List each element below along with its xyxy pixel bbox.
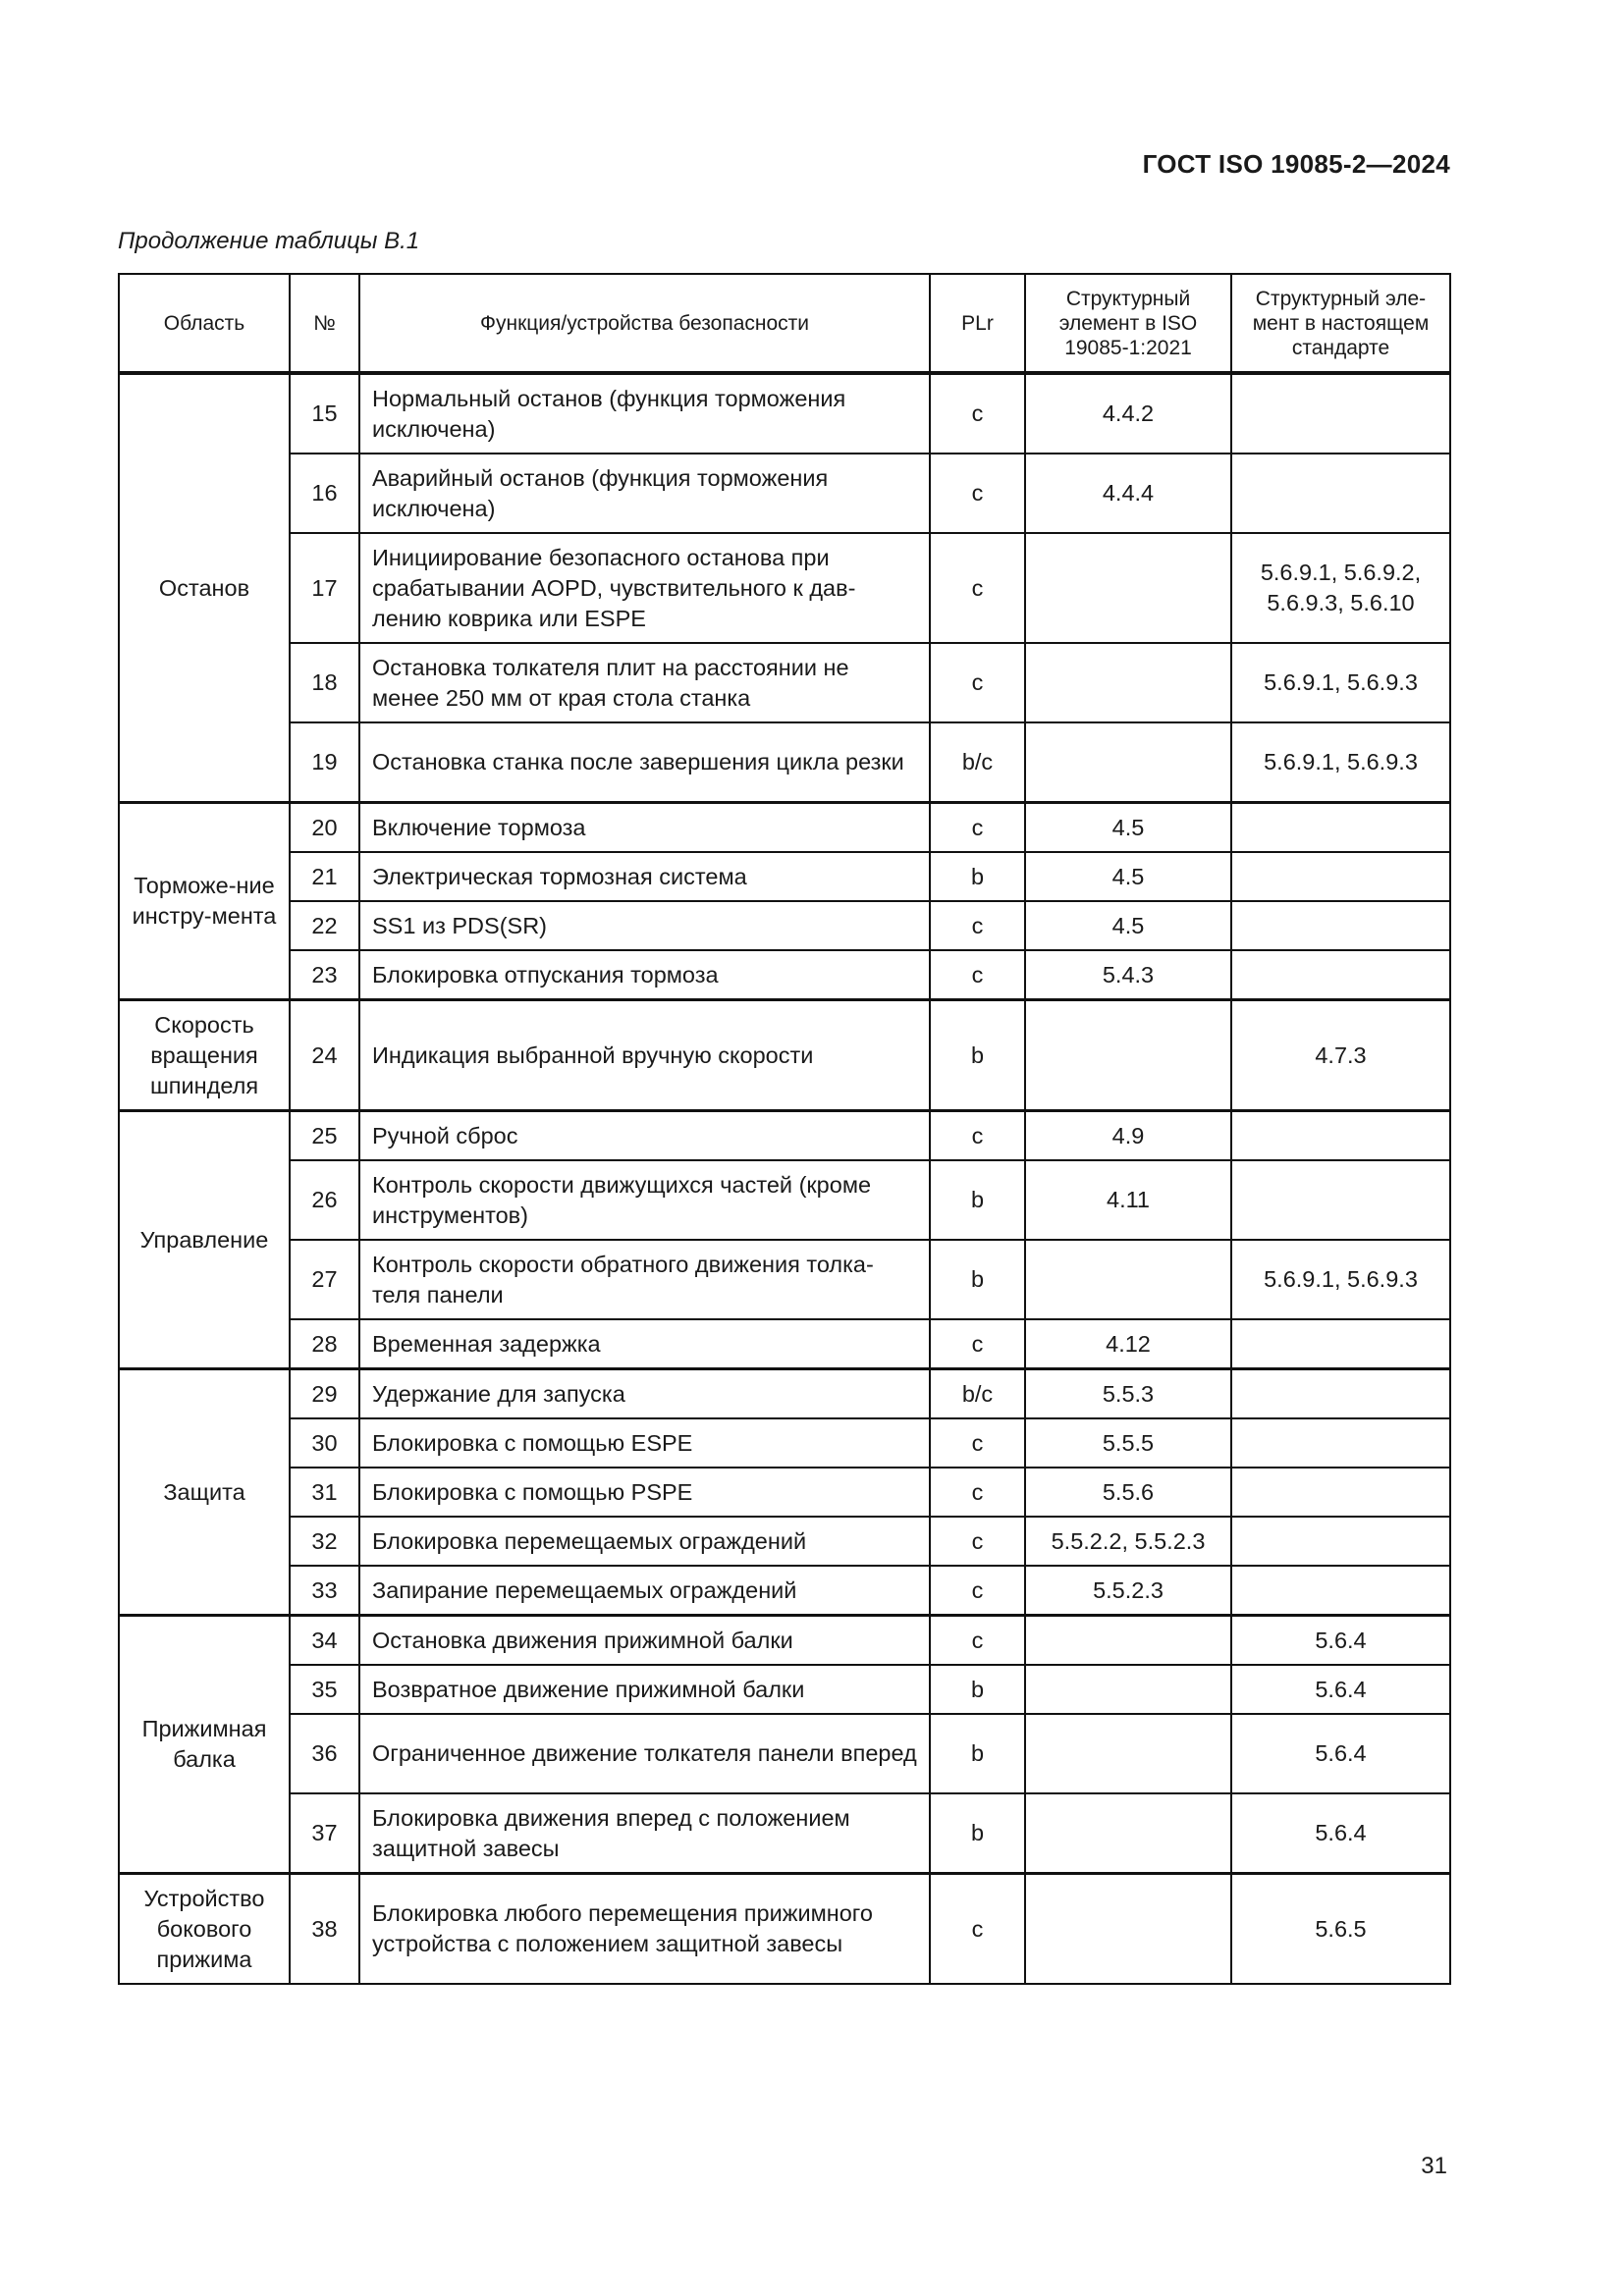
table-row (119, 1160, 1450, 1240)
row-number: 24 (290, 1000, 359, 1111)
iso-element-cell (1025, 1616, 1231, 1666)
plr-cell: b (930, 1714, 1025, 1793)
standard-element-cell: 5.6.4 (1231, 1616, 1450, 1666)
table-row (119, 1468, 1450, 1517)
row-number: 36 (290, 1714, 359, 1793)
standard-element-cell (1231, 1160, 1450, 1240)
iso-element-cell: 5.5.5 (1025, 1418, 1231, 1468)
standard-element-cell (1231, 1418, 1450, 1468)
standard-element-cell (1231, 950, 1450, 1000)
table-row (119, 1793, 1450, 1874)
table-row (119, 1111, 1450, 1161)
row-number: 28 (290, 1319, 359, 1369)
table-row (119, 852, 1450, 901)
standard-element-cell (1231, 803, 1450, 853)
table-row (119, 643, 1450, 722)
function-cell: Остановка толкателя плит на расстоянии не менее 250 мм от края стола станка (359, 643, 930, 722)
table-row (119, 1369, 1450, 1419)
standard-element-cell (1231, 1369, 1450, 1419)
row-number: 21 (290, 852, 359, 901)
column-header-standard-element: Структурный эле-мент в настоящем стандарте (1231, 274, 1450, 373)
standard-element-cell: 4.7.3 (1231, 1000, 1450, 1111)
iso-element-cell: 4.12 (1025, 1319, 1231, 1369)
plr-cell: b/c (930, 1369, 1025, 1419)
iso-element-cell: 5.4.3 (1025, 950, 1231, 1000)
row-number: 16 (290, 454, 359, 533)
function-cell: SS1 из PDS(SR) (359, 901, 930, 950)
function-cell: Остановка станка после завершения цикла резки (359, 722, 930, 803)
plr-cell: b (930, 1665, 1025, 1714)
area-cell: Защита (119, 1369, 290, 1616)
row-number: 22 (290, 901, 359, 950)
row-number: 18 (290, 643, 359, 722)
column-header-iso-element: Структурный элемент в ISO 19085-1:2021 (1025, 274, 1231, 373)
function-cell: Индикация выбранной вручную скорости (359, 1000, 930, 1111)
row-number: 31 (290, 1468, 359, 1517)
table-row (119, 803, 1450, 853)
table-row (119, 533, 1450, 643)
standard-element-cell: 5.6.4 (1231, 1665, 1450, 1714)
standard-element-cell (1231, 454, 1450, 533)
function-cell: Нормальный останов (функция торможения исключена) (359, 373, 930, 454)
iso-element-cell: 5.5.3 (1025, 1369, 1231, 1419)
standard-element-cell (1231, 373, 1450, 454)
iso-element-cell (1025, 1714, 1231, 1793)
table-row (119, 1566, 1450, 1616)
plr-cell: c (930, 1616, 1025, 1666)
row-number: 29 (290, 1369, 359, 1419)
function-cell: Ограниченное движение толкателя панели вперед (359, 1714, 930, 1793)
safety-functions-table (118, 273, 1451, 1985)
row-number: 32 (290, 1517, 359, 1566)
plr-cell: c (930, 1517, 1025, 1566)
iso-element-cell: 4.5 (1025, 901, 1231, 950)
standard-element-cell: 5.6.4 (1231, 1793, 1450, 1874)
area-cell: Останов (119, 373, 290, 803)
row-number: 37 (290, 1793, 359, 1874)
row-number: 19 (290, 722, 359, 803)
standard-element-cell: 5.6.9.1, 5.6.9.2, 5.6.9.3, 5.6.10 (1231, 533, 1450, 643)
iso-element-cell: 5.5.2.3 (1025, 1566, 1231, 1616)
area-cell: Торможе-ние инстру-мента (119, 803, 290, 1000)
area-cell: Скорость вращения шпинделя (119, 1000, 290, 1111)
column-header-plr: PLr (930, 274, 1025, 373)
iso-element-cell: 4.4.2 (1025, 373, 1231, 454)
table-row (119, 373, 1450, 454)
iso-element-cell: 5.5.6 (1025, 1468, 1231, 1517)
row-number: 33 (290, 1566, 359, 1616)
iso-element-cell (1025, 722, 1231, 803)
area-cell: Управление (119, 1111, 290, 1369)
plr-cell: c (930, 1319, 1025, 1369)
iso-element-cell: 4.4.4 (1025, 454, 1231, 533)
iso-element-cell: 4.9 (1025, 1111, 1231, 1161)
iso-element-cell (1025, 1793, 1231, 1874)
function-cell: Контроль скорости обратного движения толка-теля панели (359, 1240, 930, 1319)
standard-element-cell: 5.6.9.1, 5.6.9.3 (1231, 1240, 1450, 1319)
plr-cell: c (930, 1418, 1025, 1468)
iso-element-cell (1025, 533, 1231, 643)
function-cell: Остановка движения прижимной балки (359, 1616, 930, 1666)
standard-element-cell (1231, 1566, 1450, 1616)
plr-cell: c (930, 373, 1025, 454)
plr-cell: c (930, 1874, 1025, 1985)
table-row (119, 1240, 1450, 1319)
plr-cell: b (930, 1240, 1025, 1319)
column-header-function: Функция/устройства безопасности (359, 274, 930, 373)
function-cell: Блокировка с помощью ESPE (359, 1418, 930, 1468)
row-number: 15 (290, 373, 359, 454)
function-cell: Аварийный останов (функция торможения исключена) (359, 454, 930, 533)
table-row (119, 1616, 1450, 1666)
function-cell: Электрическая тормозная система (359, 852, 930, 901)
iso-element-cell (1025, 1240, 1231, 1319)
page-number: 31 (1421, 2153, 1447, 2179)
table-row (119, 1665, 1450, 1714)
iso-element-cell: 5.5.2.2, 5.5.2.3 (1025, 1517, 1231, 1566)
row-number: 25 (290, 1111, 359, 1161)
area-cell: Прижимная балка (119, 1616, 290, 1874)
plr-cell: c (930, 1468, 1025, 1517)
row-number: 17 (290, 533, 359, 643)
plr-cell: c (930, 533, 1025, 643)
function-cell: Блокировка отпускания тормоза (359, 950, 930, 1000)
table-header-row (119, 274, 1450, 373)
plr-cell: b/c (930, 722, 1025, 803)
table-row (119, 722, 1450, 803)
iso-element-cell (1025, 1665, 1231, 1714)
plr-cell: b (930, 1000, 1025, 1111)
function-cell: Инициирование безопасного останова при срабатывании AOPD, чувствительного к дав-лению коврика или ESPE (359, 533, 930, 643)
function-cell: Временная задержка (359, 1319, 930, 1369)
iso-element-cell (1025, 643, 1231, 722)
function-cell: Ручной сброс (359, 1111, 930, 1161)
function-cell: Запирание перемещаемых ограждений (359, 1566, 930, 1616)
plr-cell: b (930, 1793, 1025, 1874)
plr-cell: b (930, 1160, 1025, 1240)
function-cell: Блокировка перемещаемых ограждений (359, 1517, 930, 1566)
standard-element-cell (1231, 1319, 1450, 1369)
iso-element-cell: 4.5 (1025, 803, 1231, 853)
plr-cell: c (930, 803, 1025, 853)
iso-element-cell (1025, 1000, 1231, 1111)
function-cell: Контроль скорости движущихся частей (кроме инструментов) (359, 1160, 930, 1240)
iso-element-cell: 4.5 (1025, 852, 1231, 901)
standard-element-cell (1231, 1468, 1450, 1517)
standard-element-cell: 5.6.9.1, 5.6.9.3 (1231, 643, 1450, 722)
row-number: 27 (290, 1240, 359, 1319)
table-row (119, 901, 1450, 950)
table-row (119, 1319, 1450, 1369)
plr-cell: c (930, 950, 1025, 1000)
plr-cell: c (930, 1111, 1025, 1161)
iso-element-cell (1025, 1874, 1231, 1985)
iso-element-cell: 4.11 (1025, 1160, 1231, 1240)
table-row (119, 1714, 1450, 1793)
standard-element-cell (1231, 901, 1450, 950)
table-caption: Продолжение таблицы В.1 (118, 228, 420, 254)
standard-element-cell: 5.6.9.1, 5.6.9.3 (1231, 722, 1450, 803)
row-number: 30 (290, 1418, 359, 1468)
row-number: 20 (290, 803, 359, 853)
standard-element-cell (1231, 1111, 1450, 1161)
standard-element-cell (1231, 852, 1450, 901)
plr-cell: c (930, 454, 1025, 533)
row-number: 23 (290, 950, 359, 1000)
function-cell: Блокировка любого перемещения прижимного устройства с положением защитной завесы (359, 1874, 930, 1985)
standard-element-cell: 5.6.4 (1231, 1714, 1450, 1793)
row-number: 35 (290, 1665, 359, 1714)
function-cell: Включение тормоза (359, 803, 930, 853)
row-number: 34 (290, 1616, 359, 1666)
column-header-number: № (290, 274, 359, 373)
standard-element-cell (1231, 1517, 1450, 1566)
table-row (119, 1517, 1450, 1566)
plr-cell: c (930, 901, 1025, 950)
column-header-area: Область (119, 274, 290, 373)
row-number: 26 (290, 1160, 359, 1240)
standard-element-cell: 5.6.5 (1231, 1874, 1450, 1985)
function-cell: Возвратное движение прижимной балки (359, 1665, 930, 1714)
plr-cell: b (930, 852, 1025, 901)
table-row (119, 1874, 1450, 1985)
area-cell: Устройство бокового прижима (119, 1874, 290, 1985)
function-cell: Удержание для запуска (359, 1369, 930, 1419)
table-row (119, 950, 1450, 1000)
function-cell: Блокировка движения вперед с положением защитной завесы (359, 1793, 930, 1874)
plr-cell: c (930, 1566, 1025, 1616)
table-row (119, 454, 1450, 533)
function-cell: Блокировка с помощью PSPE (359, 1468, 930, 1517)
row-number: 38 (290, 1874, 359, 1985)
plr-cell: c (930, 643, 1025, 722)
table-row (119, 1418, 1450, 1468)
table-row (119, 1000, 1450, 1111)
document-code: ГОСТ ISO 19085-2—2024 (1142, 149, 1450, 179)
